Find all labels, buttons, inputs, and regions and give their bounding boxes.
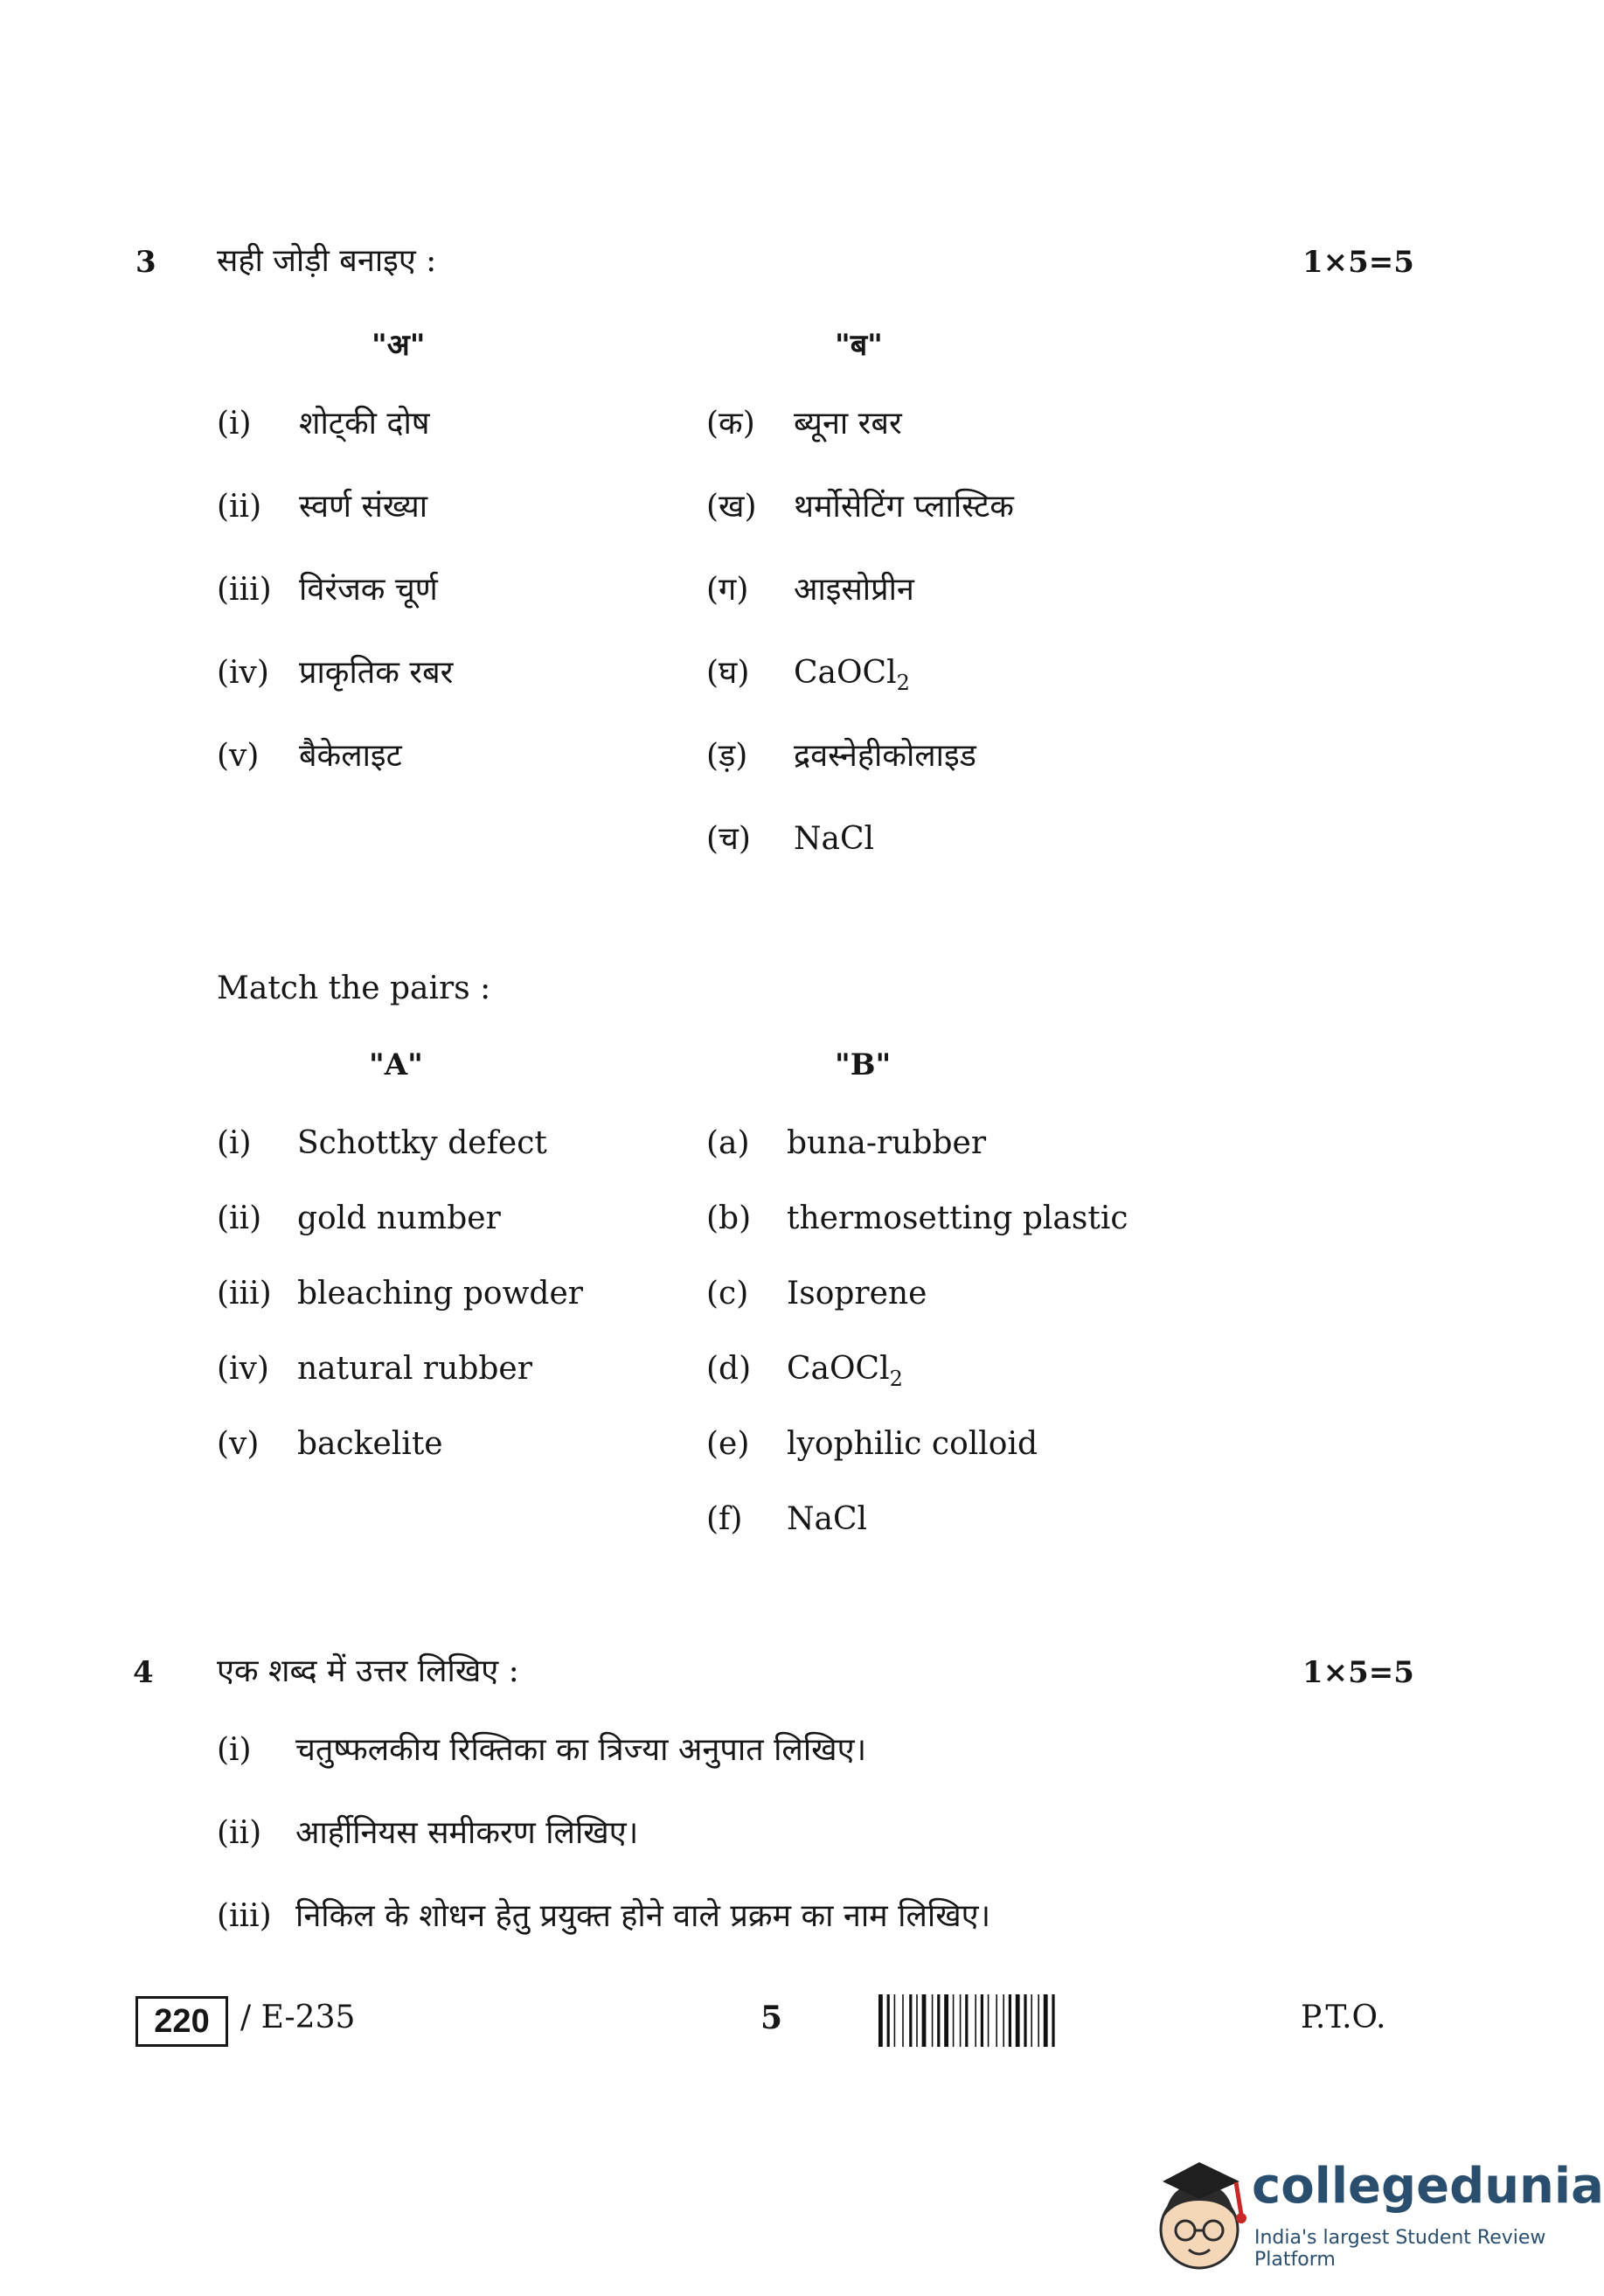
- barcode-bar: [1009, 1994, 1011, 2047]
- question-4-number: 4: [133, 1655, 154, 1690]
- item-number: (ii): [217, 1815, 262, 1851]
- item-number: (iii): [217, 572, 272, 608]
- item-text: द्रवस्नेहीकोलाइड: [794, 738, 976, 774]
- item-text: निकिल के शोधन हेतु प्रयुक्त होने वाले प्रक्रम का नाम लिखिए।: [295, 1898, 991, 1934]
- item-label: (च): [706, 821, 751, 857]
- barcode-bar: [932, 1994, 934, 2047]
- item-text: Isoprene: [787, 1276, 927, 1312]
- item-label: (a): [706, 1125, 750, 1161]
- barcode-bar: [1016, 1994, 1020, 2047]
- item-text: bleaching powder: [297, 1276, 583, 1312]
- item-text: buna-rubber: [787, 1125, 987, 1161]
- item-label: (b): [706, 1200, 752, 1236]
- barcode-bar: [965, 1994, 968, 2047]
- item-label: (ख): [706, 489, 757, 525]
- question-3-marks: 1×5=5: [1302, 245, 1414, 280]
- item-text: NaCl: [794, 821, 875, 857]
- item-label: (घ): [706, 655, 750, 691]
- question-3-english-heading: Match the pairs :: [217, 971, 491, 1006]
- item-text: प्राकृतिक रबर: [299, 655, 454, 691]
- item-text: [794, 647, 910, 709]
- page-number: 5: [760, 2000, 783, 2036]
- item-label: (क): [706, 406, 755, 442]
- barcode-bar: [887, 1994, 890, 2047]
- item-label: (e): [706, 1426, 750, 1462]
- barcode-bar: [902, 1994, 904, 2047]
- formula-text: CaOCl: [787, 1351, 890, 1387]
- item-text: स्वर्ण संख्या: [299, 489, 428, 525]
- item-text: शोट्की दोष: [299, 406, 430, 442]
- item-label: (ड़): [706, 738, 748, 774]
- item-text: lyophilic colloid: [787, 1426, 1038, 1462]
- barcode-bar: [981, 1994, 983, 2047]
- barcode-bar: [960, 1994, 962, 2047]
- barcode-bar: [1003, 1994, 1004, 2047]
- barcode-bar: [996, 1994, 997, 2047]
- barcode-bar: [953, 1994, 955, 2047]
- formula-subscript: 2: [889, 1367, 903, 1391]
- item-text: विरंजक चूर्ण: [299, 572, 438, 608]
- barcode-bar: [916, 1994, 918, 2047]
- barcode-bar: [1031, 1994, 1032, 2047]
- item-text: आइसोप्रीन: [794, 572, 914, 608]
- item-text: backelite: [297, 1426, 443, 1462]
- question-3-number: 3: [135, 245, 156, 280]
- item-label: (ग): [706, 572, 749, 608]
- watermark-tagline: India's largest Student Review Platform: [1254, 2227, 1546, 2271]
- item-text: gold number: [297, 1200, 501, 1236]
- english-column-a-header: "A": [369, 1047, 423, 1082]
- item-text: बैकेलाइट: [299, 738, 402, 774]
- barcode-bar: [1044, 1994, 1048, 2047]
- paper-code-box: 220: [135, 1996, 228, 2047]
- pto-label: P.T.O.: [1301, 2000, 1386, 2035]
- question-4-marks: 1×5=5: [1302, 1655, 1414, 1690]
- formula-subscript: 2: [896, 671, 910, 695]
- item-number: (ii): [217, 489, 262, 525]
- item-text: आर्हीनियस समीकरण लिखिए।: [295, 1815, 639, 1851]
- hindi-column-a-header: "अ": [371, 328, 426, 363]
- hindi-column-b-header: "ब": [835, 328, 883, 363]
- barcode-bar: [922, 1994, 927, 2047]
- barcode-bar: [944, 1994, 948, 2047]
- barcode-bar: [894, 1994, 896, 2047]
- item-number: (i): [217, 1732, 252, 1768]
- item-text: NaCl: [787, 1501, 868, 1537]
- barcode-bar: [1052, 1994, 1054, 2047]
- item-number: (v): [217, 738, 260, 774]
- item-text: [787, 1343, 903, 1405]
- item-label: (f): [706, 1501, 743, 1537]
- item-text: चतुष्फलकीय रिक्तिका का त्रिज्या अनुपात लिखिए।: [295, 1732, 867, 1768]
- item-number: (i): [217, 406, 252, 442]
- paper-series: / E-235: [240, 2000, 356, 2035]
- item-label: (d): [706, 1351, 752, 1387]
- item-number: (iii): [217, 1276, 272, 1312]
- question-3-hindi-heading: सही जोड़ी बनाइए :: [217, 243, 437, 279]
- watermark-brand-name: collegedunia: [1252, 2158, 1604, 2215]
- barcode-bar: [975, 1994, 976, 2047]
- item-number: (iv): [217, 655, 269, 691]
- item-number: (v): [217, 1426, 260, 1462]
- barcode-bar: [1024, 1994, 1026, 2047]
- item-number: (iv): [217, 1351, 269, 1387]
- item-text: Schottky defect: [297, 1125, 547, 1161]
- barcode-bar: [909, 1994, 912, 2047]
- item-number: (i): [217, 1125, 252, 1161]
- item-text: thermosetting plastic: [787, 1200, 1128, 1236]
- english-column-b-header: "B": [835, 1047, 892, 1082]
- barcode-bar: [988, 1994, 989, 2047]
- item-text: ब्यूना रबर: [794, 406, 902, 442]
- item-number: (iii): [217, 1898, 272, 1934]
- question-4-heading: एक शब्द में उत्तर लिखिए :: [217, 1653, 519, 1689]
- formula-text: CaOCl: [794, 655, 897, 691]
- item-label: (c): [706, 1276, 749, 1312]
- item-text: थर्मोसेटिंग प्लास्टिक: [794, 489, 1014, 525]
- barcode-bar: [937, 1994, 940, 2047]
- barcode-bar: [1038, 1994, 1039, 2047]
- barcode-bar: [878, 1994, 883, 2047]
- barcode-icon: [877, 1994, 1139, 2047]
- item-number: (ii): [217, 1200, 262, 1236]
- item-text: natural rubber: [297, 1351, 532, 1387]
